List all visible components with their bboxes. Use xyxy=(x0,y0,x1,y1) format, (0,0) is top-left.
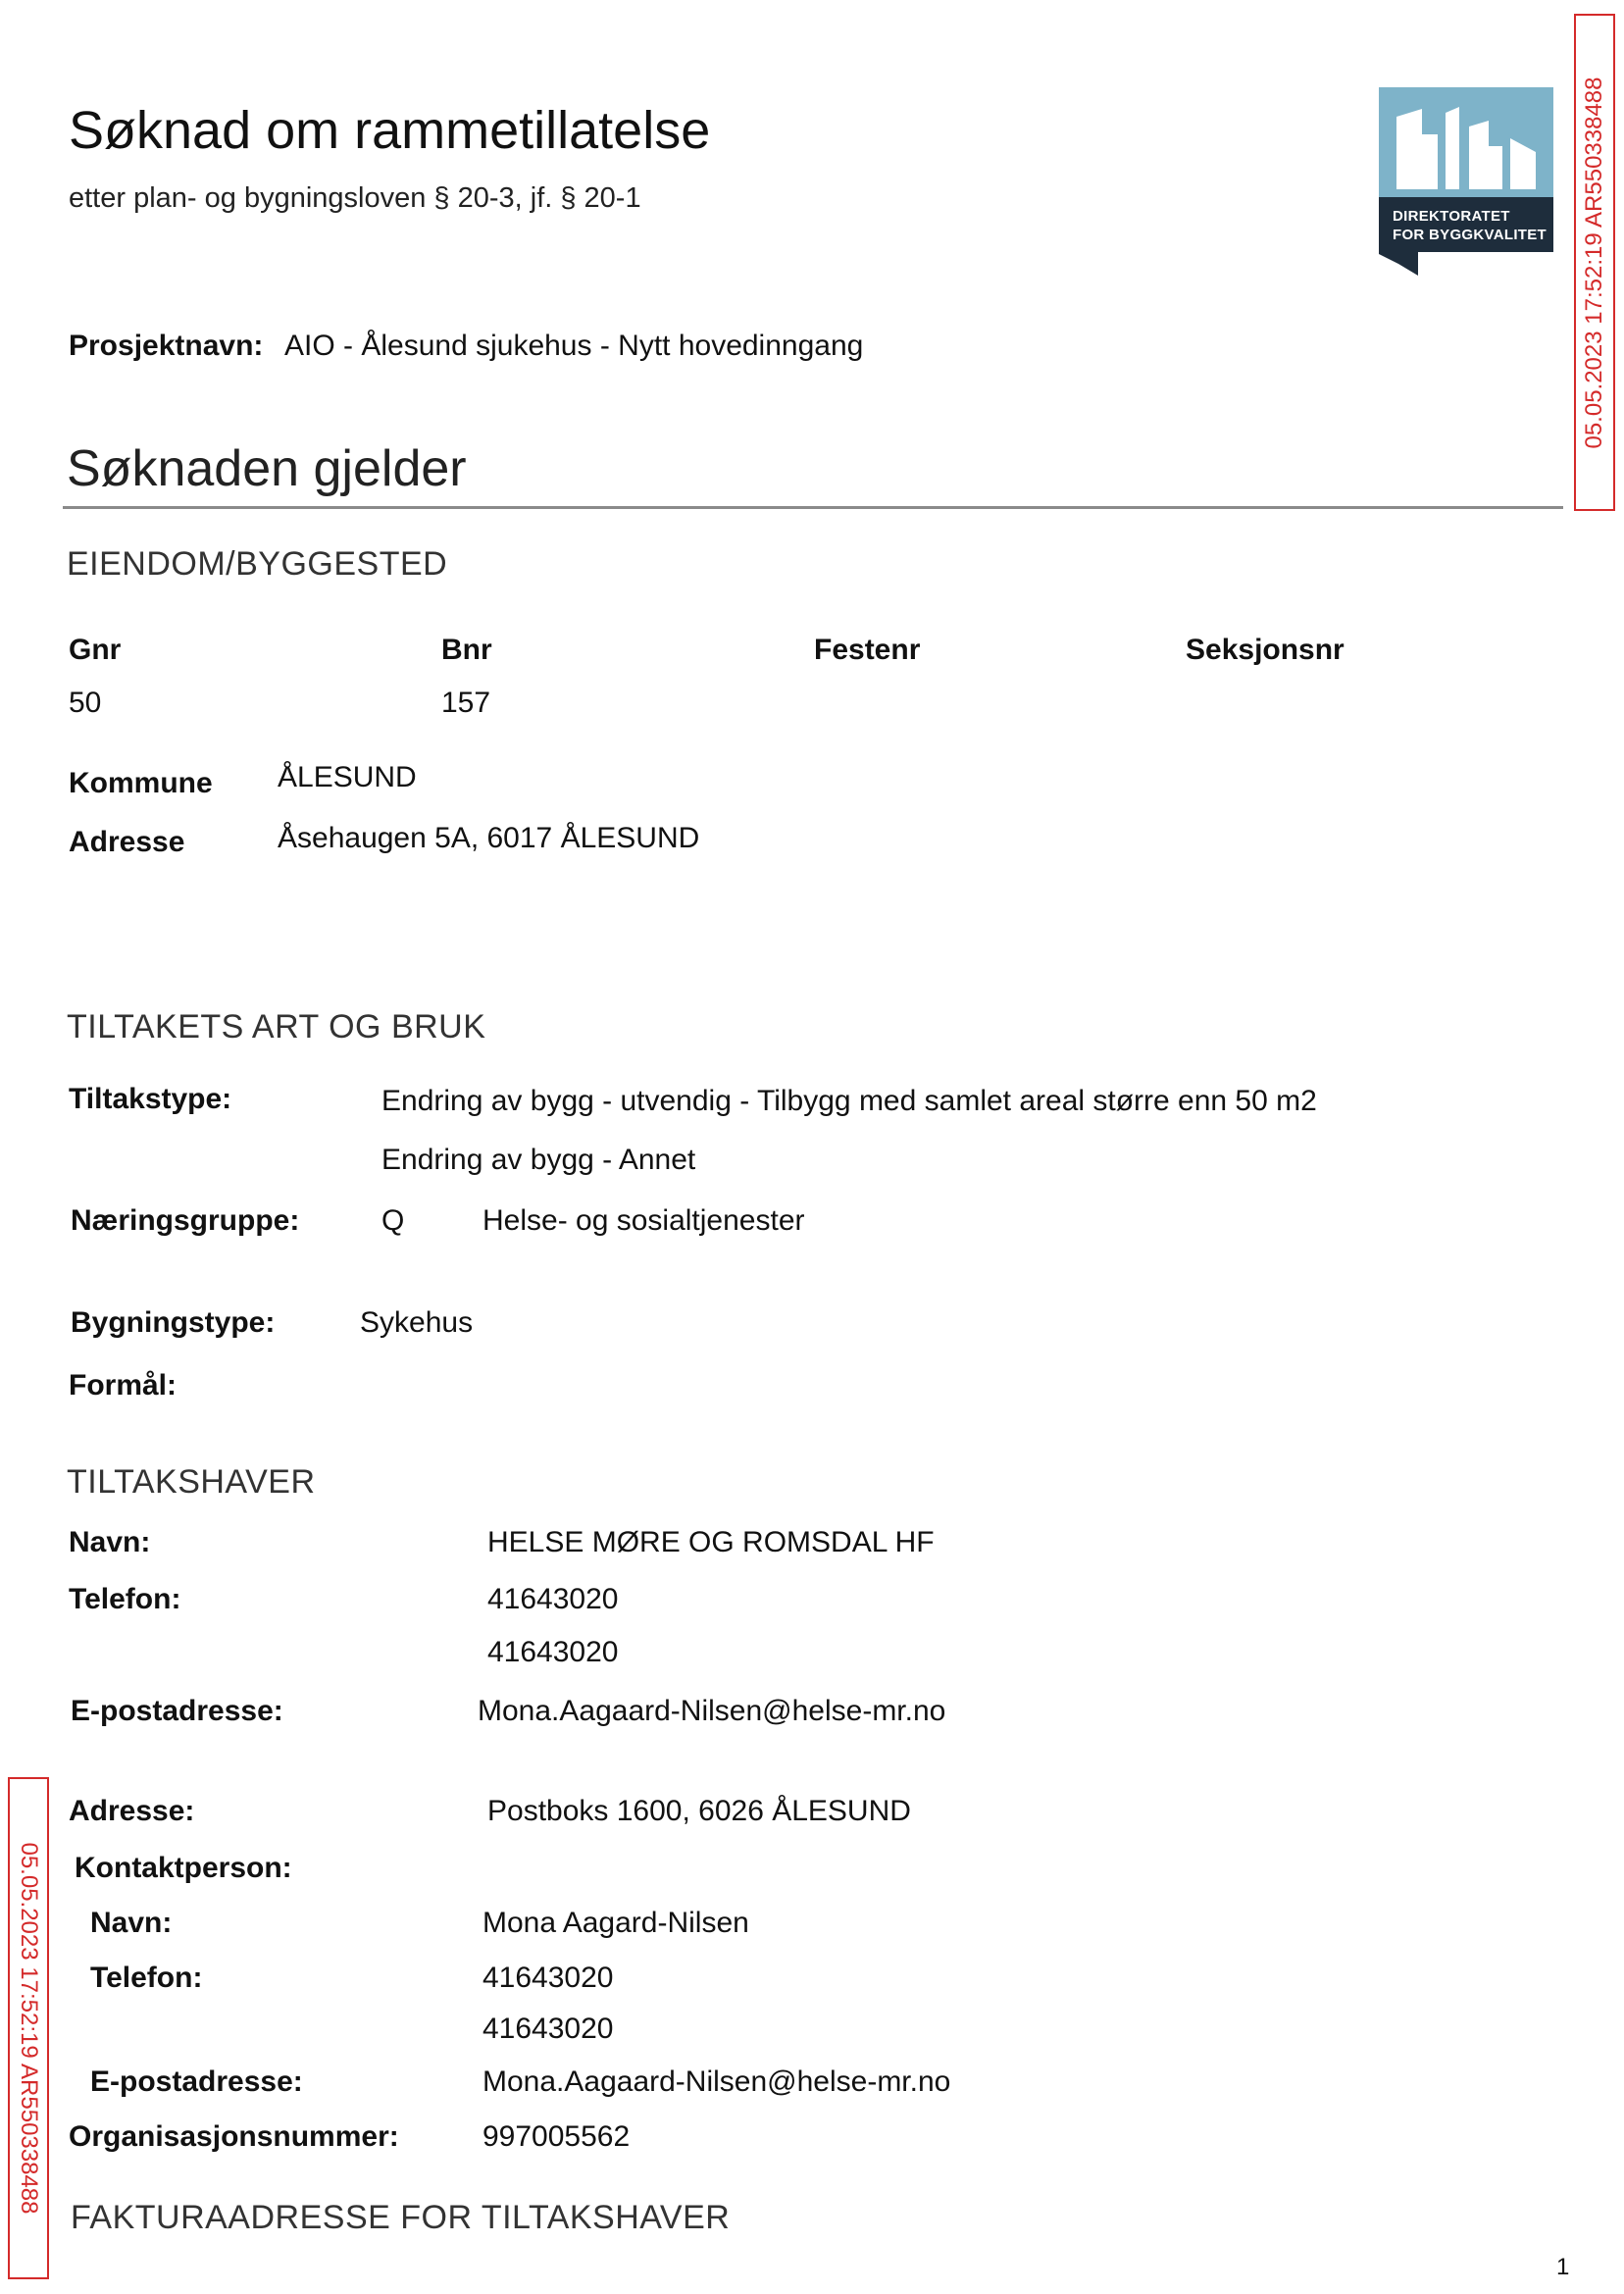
kontakt-epost-label: E-postadresse: xyxy=(90,2065,303,2098)
timestamp-text: 05.05.2023 17:52:19 AR550338488 xyxy=(16,1842,42,2215)
page-number: 1 xyxy=(1556,2254,1570,2280)
section-divider xyxy=(63,506,1563,509)
property-heading: EIENDOM/BYGGESTED xyxy=(67,545,448,583)
property-column-gnr: Gnr xyxy=(69,634,122,666)
property-column-festenr: Festenr xyxy=(814,634,921,666)
naeringsgruppe-code: Q xyxy=(381,1204,405,1237)
kontakt-navn-label: Navn: xyxy=(90,1907,173,1939)
bygningstype-value: Sykehus xyxy=(360,1306,474,1339)
kontakt-epost-value: Mona.Aagaard-Nilsen@helse-mr.no xyxy=(482,2065,951,2098)
orgnr-label: Organisasjonsnummer: xyxy=(69,2120,399,2153)
timestamp-stamp-right xyxy=(1574,14,1615,511)
naeringsgruppe-label: Næringsgruppe: xyxy=(71,1204,300,1237)
tiltakstype-value-2: Endring av bygg - Annet xyxy=(381,1144,696,1176)
adresse-value: Åsehaugen 5A, 6017 ÅLESUND xyxy=(278,822,700,854)
kontakt-telefon-label: Telefon: xyxy=(90,1962,203,1994)
kontakt-navn-value: Mona Aagard-Nilsen xyxy=(482,1907,749,1939)
tiltakshaver-adresse-label: Adresse: xyxy=(69,1795,195,1827)
project-label: Prosjektnavn: xyxy=(69,330,264,362)
tiltakstype-label: Tiltakstype: xyxy=(69,1083,232,1115)
formal-label: Formål: xyxy=(69,1369,178,1402)
adresse-label: Adresse xyxy=(69,826,185,858)
kommune-value: ÅLESUND xyxy=(278,761,417,793)
document-subtitle: etter plan- og bygningsloven § 20-3, jf. § 20-1 xyxy=(69,182,641,214)
tiltakshaver-heading: TILTAKSHAVER xyxy=(67,1463,316,1501)
document-title: Søknad om rammetillatelse xyxy=(69,101,711,160)
tiltakshaver-telefon-label: Telefon: xyxy=(69,1583,181,1615)
orgnr-value: 997005562 xyxy=(482,2120,631,2153)
project-value: AIO - Ålesund sjukehus - Nytt hovedinngang xyxy=(284,330,864,362)
property-value-bnr: 157 xyxy=(441,687,491,719)
property-column-seksjonsnr: Seksjonsnr xyxy=(1186,634,1345,666)
kommune-label: Kommune xyxy=(69,767,213,799)
bygningstype-label: Bygningstype: xyxy=(71,1306,276,1339)
logo-text-line2: FOR BYGGKVALITET xyxy=(1393,227,1548,243)
dibk-logo xyxy=(1379,87,1553,276)
kontaktperson-label: Kontaktperson: xyxy=(75,1852,292,1884)
timestamp-text: 05.05.2023 17:52:19 AR550338488 xyxy=(1581,76,1607,449)
tiltakshaver-adresse-value: Postboks 1600, 6026 ÅLESUND xyxy=(487,1795,911,1827)
tiltakstype-value-1: Endring av bygg - utvendig - Tilbygg med samlet areal større enn 50 m2 xyxy=(381,1085,1317,1117)
timestamp-stamp-left xyxy=(8,1777,49,2279)
faktura-heading: FAKTURAADRESSE FOR TILTAKSHAVER xyxy=(71,2199,731,2236)
logo-text-line1: DIREKTORATET xyxy=(1393,208,1510,225)
property-column-bnr: Bnr xyxy=(441,634,492,666)
kontakt-telefon-value-2: 41643020 xyxy=(482,2013,614,2045)
property-value-gnr: 50 xyxy=(69,687,102,719)
tiltakshaver-navn-label: Navn: xyxy=(69,1526,151,1558)
tiltakshaver-epost-value: Mona.Aagaard-Nilsen@helse-mr.no xyxy=(478,1695,946,1727)
tiltakshaver-telefon-value-2: 41643020 xyxy=(487,1636,619,1668)
tiltakshaver-epost-label: E-postadresse: xyxy=(71,1695,283,1727)
tiltakshaver-telefon-value-1: 41643020 xyxy=(487,1583,619,1615)
tiltak-heading: TILTAKETS ART OG BRUK xyxy=(67,1008,486,1045)
dibk-logo-graphic xyxy=(1379,87,1553,276)
section-title: Søknaden gjelder xyxy=(67,440,467,497)
naeringsgruppe-value: Helse- og sosialtjenester xyxy=(482,1204,805,1237)
kontakt-telefon-value-1: 41643020 xyxy=(482,1962,614,1994)
tiltakshaver-navn-value: HELSE MØRE OG ROMSDAL HF xyxy=(487,1526,935,1558)
